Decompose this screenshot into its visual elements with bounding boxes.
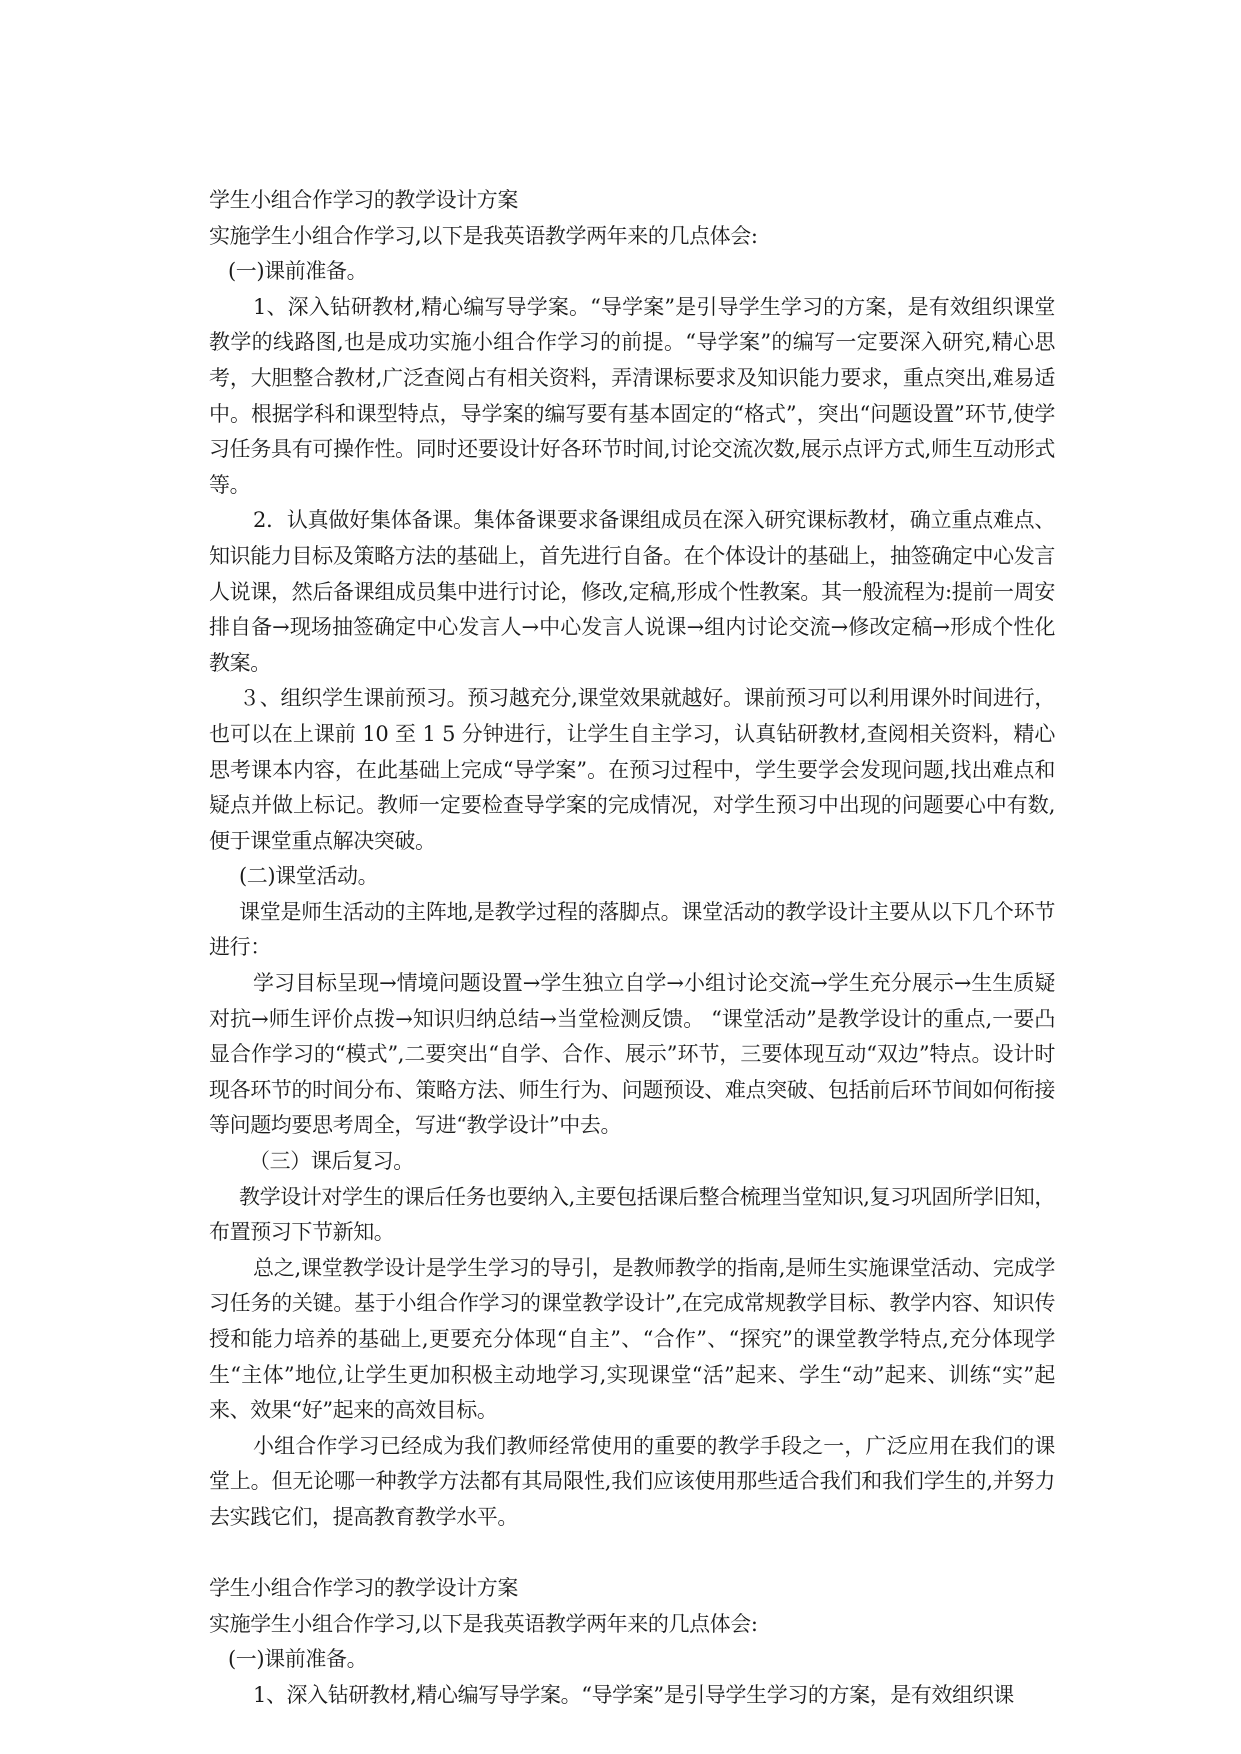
paragraph-activity-flow: 学习目标呈现→情境问题设置→学生独立自学→小组讨论交流→学生充分展示→生生质疑对抗→师生评价点拨→知识归纳总结→当堂检测反馈。 “课堂活动”是教学设计的重点,一要凸显合作学习的“模式”,二要突出“自学、合作、展示”环节，三要体现互动“双边”特点。设计时现各环节的时间分布、策略方法、师生行为、问题预设、难点突破、包括前后环节间如何衔接等问题均要思考周全，写进“教学设计”中去。 [209, 971, 1055, 1138]
intro-line-repeat: 实施学生小组合作学习,以下是我英语教学两年来的几点体会: [209, 1611, 758, 1636]
intro-line: 实施学生小组合作学习,以下是我英语教学两年来的几点体会: [209, 223, 758, 248]
paragraph-guide-plan-repeat: 1、深入钻研教材,精心编写导学案。“导学案”是引导学生学习的方案，是有效组织课 [253, 1682, 1014, 1707]
paragraph-collective-prep: 2．认真做好集体备课。集体备课要求备课组成员在深入研究课标教材，确立重点难点、知识能力目标及策略方法的基础上，首先进行自备。在个体设计的基础上，抽签确定中心发言人说课，然后备课组成员集中进行讨论，修改,定稿,形成个性教案。其一般流程为:提前一周安排自备→现场抽签确定中心发言人→中心发言人说课→组内讨论交流→修改定稿→形成个性化教案。 [209, 508, 1055, 675]
section-heading-prep: (一)课前准备。 [228, 259, 368, 284]
paragraph-guide-plan: 1、深入钻研教材,精心编写导学案。“导学案”是引导学生学习的方案，是有效组织课堂教学的线路图,也是成功实施小组合作学习的前提。“导学案”的编写一定要深入研究,精心思考，大胆整合教材,广泛查阅占有相关资料，弄清课标要求及知识能力要求，重点突出,难易适中。根据学科和课型特点，导学案的编写要有基本固定的“格式”，突出“问题设置”环节,使学习任务具有可操作性。同时还要设计好各环节时间,讨论交流次数,展示点评方式,师生互动形式等。 [209, 294, 1055, 497]
paragraph-after-class: 教学设计对学生的课后任务也要纳入,主要包括课后整合梳理当堂知识,复习巩固所学旧知，布置预习下节新知。 [209, 1184, 1055, 1245]
paragraph-preview: ３、组织学生课前预习。预习越充分,课堂效果就越好。课前预习可以利用课外时间进行，也可以在上课前 10 至 1 5 分钟进行，让学生自主学习，认真钻研教材,查阅相关资料，精心思考课本内容，在此基础上完成“导学案”。在预习过程中，学生要学会发现问题,找出难点和疑点并做上标记。教师一定要检查导学案的完成情况，对学生预习中出现的问题要心中有数,便于课堂重点解决突破。 [209, 686, 1055, 853]
document-body [209, 183, 1055, 1714]
blank-line [209, 1536, 1055, 1572]
paragraph-class-activity: 课堂是师生活动的主阵地,是教学过程的落脚点。课堂活动的教学设计主要从以下几个环节进行： [209, 899, 1055, 960]
section-heading-review: （三）课后复习。 [249, 1149, 414, 1174]
document-title-repeat: 学生小组合作学习的教学设计方案 [209, 1576, 518, 1601]
section-heading-prep-repeat: (一)课前准备。 [228, 1647, 368, 1672]
document-title: 学生小组合作学习的教学设计方案 [209, 188, 518, 212]
section-heading-class: (二)课堂活动。 [239, 864, 379, 889]
paragraph-summary: 总之,课堂教学设计是学生学习的导引，是教师教学的指南,是师生实施课堂活动、完成学习任务的关键。基于小组合作学习的课堂教学设计”,在完成常规教学目标、教学内容、知识传授和能力培养的基础上,更要充分体现“自主”、“合作”、“探究”的课堂教学特点,充分体现学生“主体”地位,让学生更加积极主动地学习,实现课堂“活”起来、学生“动”起来、训练“实”起来、效果“好”起来的高效目标。 [209, 1255, 1055, 1423]
paragraph-conclusion: 小组合作学习已经成为我们教师经常使用的重要的教学手段之一，广泛应用在我们的课堂上。但无论哪一种教学方法都有其局限性,我们应该使用那些适合我们和我们学生的,并努力去实践它们，提高教育教学水平。 [209, 1433, 1055, 1529]
